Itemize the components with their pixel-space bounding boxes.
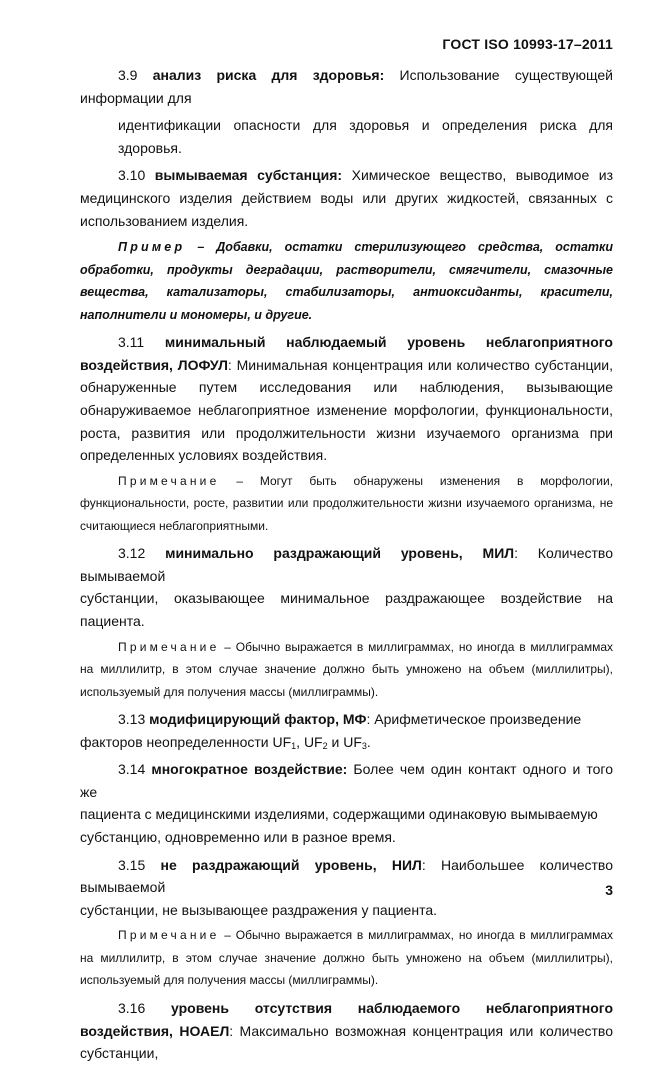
definition-3-10 (80, 164, 613, 232)
clause-number: 3.12 (118, 545, 166, 562)
clause-number: 3.11 (118, 334, 165, 351)
note-text: – Обычно выражается в миллиграммах, но иногда в миллиграммах на миллилитр, в этом случае значение должно быть умножено на объем (миллилитры), используемый для получения массы (миллиграммы). (80, 639, 613, 699)
definition-text: : Минимальная концентрация или количество субстанции, обнаруженные путем исследования или наблюдения, вызывающие обнаруживаемое неблагоприятное изменение морфологии, функциональности, роста, развития или продолжительности жизни изучаемого организма при определенных условиях воздействия. (80, 356, 613, 464)
note-3-12 (80, 636, 613, 704)
definition-3-12 (80, 542, 613, 587)
definition-text: : Арифметическое произведение (366, 711, 582, 728)
term: не раздражающий уровень, НИЛ (160, 856, 422, 873)
factors-separator: , UF (296, 733, 323, 750)
factors-text: факторов неопределенности UF (80, 733, 292, 750)
clause-number: 3.10 (118, 167, 155, 184)
note-label: Примечание (118, 639, 220, 654)
definition-3-11 (80, 331, 613, 467)
document-body (80, 64, 613, 1065)
definition-text: : Количество вымываемой (80, 545, 613, 584)
clause-number: 3.13 (118, 711, 150, 728)
note-text: – Могут быть обнаружены изменения в морфологии, функциональности, росте, развитии или продолжительности жизни изучаемого организма, не считающиеся неблагоприятными. (80, 473, 613, 533)
note-3-15 (80, 924, 613, 992)
note-label: Примечание (118, 928, 220, 943)
example-text: – Добавки, остатки стерилизующего средства, остатки обработки, продукты деградации, растворители, смягчители, смазочные вещества, катализаторы, стабилизаторы, антиоксиданты, красители, наполнители и мономеры, и другие. (80, 240, 613, 322)
definition-text: Химическое вещество, выводимое из медицинского изделия действием воды или других жидкостей, связанных с использованием изделия. (80, 167, 613, 229)
definition-text: : Наибольшее количество вымываемой (80, 856, 613, 896)
definition-3-14-line-3: субстанцию, одновременно или в разное время. (80, 829, 396, 846)
definition-text: Использование существующей информации для (80, 67, 613, 106)
term: минимальный наблюдаемый уровень неблагоприятного воздействия, ЛОФУЛ (80, 334, 613, 373)
definition-3-12-continuation: субстанции, оказывающее минимальное раздражающее воздействие на пациента. (80, 590, 613, 629)
definition-3-9-continuation: идентификации опасности для здоровья и определения риска для здоровья. (118, 117, 613, 156)
definition-3-13 (80, 708, 613, 731)
standard-code-header: ГОСТ ISO 10993-17–2011 (442, 36, 613, 52)
definition-text: Более чем один контакт одного и того же (80, 761, 613, 800)
clause-number: 3.9 (118, 67, 153, 83)
definition-3-15 (80, 854, 613, 899)
factors-end: . (366, 733, 371, 750)
definition-3-13-continuation (80, 731, 613, 754)
term: вымываемая субстанция: (154, 167, 343, 184)
page-number: 3 (605, 882, 613, 898)
clause-number: 3.14 (118, 761, 152, 778)
definition-3-15-continuation: субстанции, не вызывающее раздражения у пациента. (80, 901, 437, 918)
definition-3-14 (80, 758, 613, 803)
term: минимально раздражающий уровень, МИЛ (165, 545, 515, 562)
definition-3-14-line-2: пациента с медицинскими изделиями, содержащими одинаковую вымываемую (80, 806, 598, 823)
factors-conjunction: и UF (327, 733, 362, 750)
definition-3-16 (80, 997, 613, 1065)
term: анализ риска для здоровья: (152, 67, 385, 83)
clause-number: 3.16 (118, 999, 171, 1016)
note-label: Примечание (118, 473, 220, 488)
subscript-1: 1 (291, 740, 297, 751)
definition-text: : Максимально возможная концентрация или количество субстанции, (80, 1022, 613, 1062)
note-3-11 (80, 470, 613, 538)
note-text: – Обычно выражается в миллиграммах, но иногда в миллиграммах на миллилитр, в этом случае значение должно быть умножено на объем (миллилитры), используемый для получения массы (миллиграммы). (80, 928, 613, 988)
definition-3-9 (80, 64, 613, 109)
term: модифицирующий фактор, МФ (149, 711, 367, 728)
term: многократное воздействие: (151, 761, 348, 778)
subscript-2: 2 (322, 740, 328, 751)
subscript-3: 3 (361, 740, 367, 751)
example-label: Пример (118, 240, 186, 255)
term: уровень отсутствия наблюдаемого неблагоприятного воздействия, НОАЕЛ (80, 999, 613, 1039)
example-3-10 (80, 236, 613, 326)
clause-number: 3.15 (118, 856, 161, 873)
